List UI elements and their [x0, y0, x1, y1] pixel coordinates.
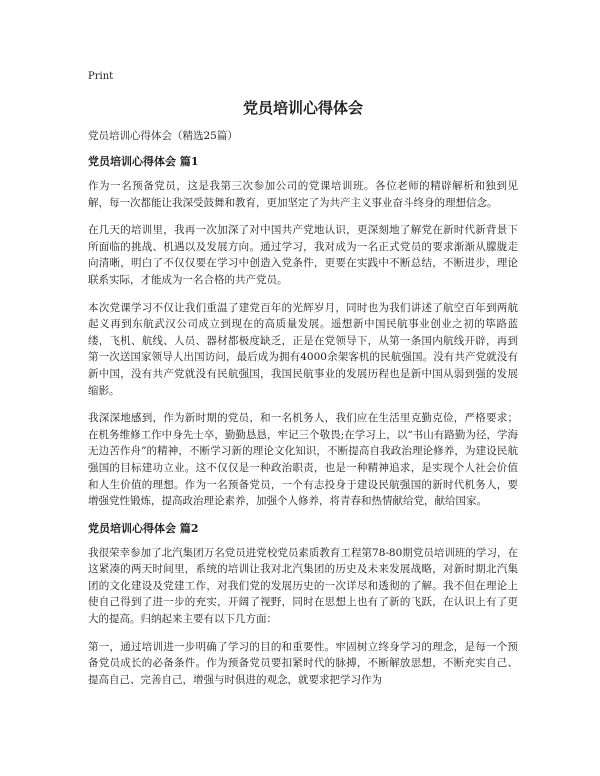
- paragraph: 作为一名预备党员，这是我第三次参加公司的党课培训班。各位老师的精辟解析和独到见解，每一次都能让我深受鼓舞和教育，更加坚定了为共产主义事业奋斗终身的理想信念。: [88, 180, 518, 209]
- document-page: [88, 70, 518, 699]
- document-title: 党员培训心得体会: [242, 99, 363, 117]
- print-label: Print: [88, 71, 114, 82]
- section-2: [88, 521, 518, 689]
- paragraph: 第一，通过培训进一步明确了学习的目的和重要性。牢固树立终身学习的理念，是每一个预备党员成长的必备条件。作为预备党员要扣紧时代的脉搏，不断解放思想，不断充实自己、提高自己、完善自己，增强与时俱进的观念，就要求把学习作为: [88, 640, 518, 686]
- section-1: [88, 154, 518, 510]
- paragraph: 在几天的培训里，我再一次加深了对中国共产党地认识，更深刻地了解党在新时代新背景下所面临的挑战、机遇以及发展方向。通过学习，我对成为一名正式党员的要求渐渐从朦胧走向清晰，明白了不仅仅要在学习中创造入党条件，更要在实践中不断总结，不断进步，理论联系实际，才能成为一名合格的共产党员。: [88, 224, 518, 286]
- section-heading: 党员培训心得体会 篇1: [88, 155, 199, 168]
- paragraph: 我深深地感到，作为新时期的党员，和一名机务人，我们应在生活里克勤克俭，严格要求；在机务维修工作中身先士卒，勤勤恳恳，牢记三个敬畏;在学习上，以“书山有路勤为径，学海无边苦作舟”的精神，不断学习新的理论文化知识，不断提高自我政治理论修养，为建设民航强国的目标建功立业。这不仅仅是一种政治职责，也是一种精神追求，是实现个人社会价值和人生价值的理想。作为一名预备党员，一个有志投身于建设民航强国的新时代机务人，要增强党性锻炼，提高政治理论素养，加强个人修养，将青春和热情献给党，献给国家。: [88, 412, 518, 508]
- section-heading: 党员培训心得体会 篇2: [88, 521, 199, 535]
- paragraph: 本次党课学习不仅让我们重温了建党百年的光辉岁月，同时也为我们讲述了航空百年到两航起义再到东航武汉公司成立到现在的高质量发展。遥想新中国民航事业创业之初的筚路蓝缕，飞机、航线、人员、器材都极度缺乏，正是在党领导下，从第一条国内航线开辟，再到第一次送国家领导人出国访问，最后成为拥有4000余架客机的民航强国。没有共产党就没有新中国，没有共产党就没有民航强国，我国民航事业的发展历程也是新中国从弱到强的发展缩影。: [88, 301, 518, 397]
- paragraph: 我很荣幸参加了北汽集团万名党员进党校党员素质教育工程第78-80期党员培训班的学习，在这紧凑的两天时间里，系统的培训让我对北汽集团的历史及未来发展战略，对新时期北汽集团的文化建设及党建工作，对我们党的发展历史的一次详尽和透彻的了解。我不但在理论上使自己得到了进一步的充实，开阔了视野，同时在思想上也有了新的飞跃，在认识上有了更大的提高。归纳起来主要有以下几方面：: [88, 546, 518, 626]
- document-subtitle: 党员培训心得体会（精选25篇）: [88, 130, 238, 142]
